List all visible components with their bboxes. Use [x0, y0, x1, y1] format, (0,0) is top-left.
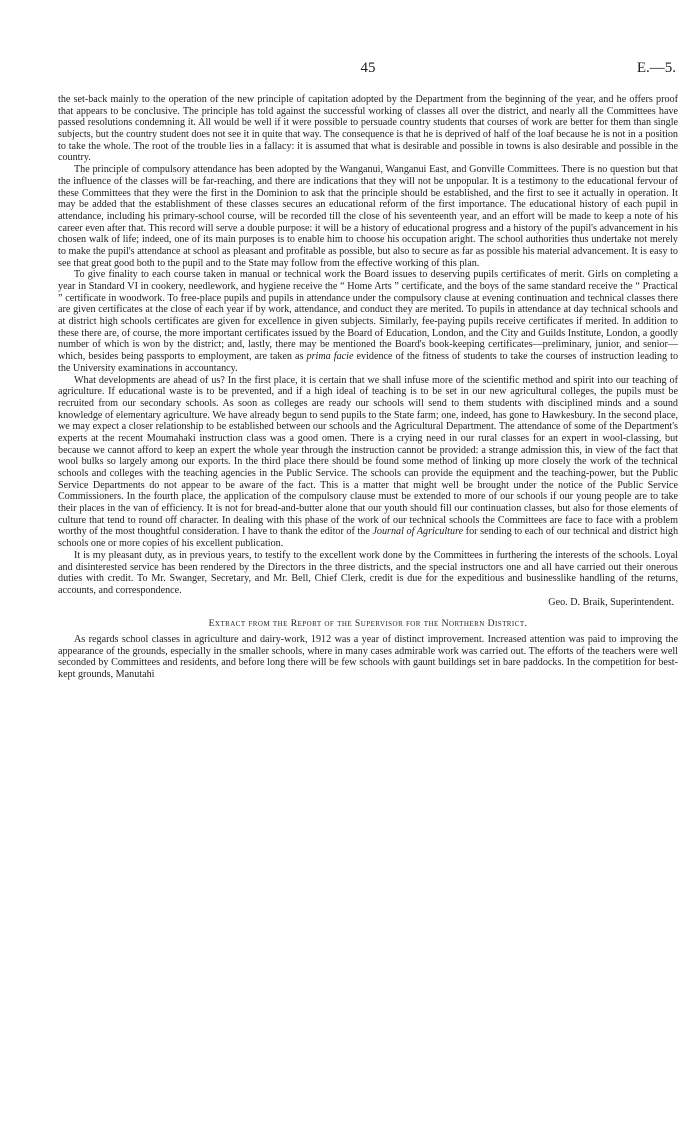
paragraph	[58, 269, 678, 374]
paragraph-text: To give finality to each course taken in manual or technical work the Board issues to deserving pupils certificates of merit. Girls on completing a year in Standard VI in cookery, needlework, and hygiene receive the “ Home Arts ” certificate, and the boys of the same standard receive the “ Practical ” certificate in woodwork. To free-place pupils and pupils in attendance under the compulsory clause at evening continuation and technical classes there are given certificates at the close of each year if by work, attendance, and conduct they are merited. To pupils in attendance at day technical schools and at district high schools certificates are given for excellence in given subjects. Similarly, fee-paying pupils receive certificates if merited. In addition to these there are, of course, the more important certificates issued by the Board of Education, London, and the City and Guilds Institute, London, a goodly number of which is won by the district; and, lastly, there may be mentioned the Board's book-keeping certificates—preliminary, junior, and senior—which, besides being passports to employment, are taken as	[58, 269, 678, 363]
paragraph-text: evidence of the fitness of students to take the courses of instruction leading to the University examinations in accountancy.	[58, 351, 679, 374]
italic-phrase: prima facie	[306, 351, 354, 363]
paragraph	[58, 375, 678, 550]
paragraph: The principle of compulsory attendance has been adopted by the Wanganui, Wanganui East, and Gonville Committees. There is no question but that the influence of the classes will be far-reaching, and there are indications that they will not be unpopular. It is a testimony to the educational fervour of these Committees that they were the first in the Dominion to ask that the principle should be established, and the first to see it actually in operation. It may be added that the establishment of these classes secures an educational reform of the first importance. The educational history of each pupil in attendance, including his primary-school course, will be recorded till the close of his seventeenth year, and an effort will be made to keep a note of his career even after that. This record will serve a double purpose: it will be a history of educational progress and a history of the pupil's advancement in his chosen walk of life; indeed, one of its main purposes is to enable him to choose his occupation aright. The school authorities thus undertake not merely to make the pupil's attendance at school as pleasant and profitable as possible, but also to secure as far as possible his material advancement. It is easy to see that great good both to the pupil and to the State may follow from the effective working of this plan.	[58, 164, 678, 269]
document-reference: E.—5.	[636, 60, 676, 76]
paragraph-text: What developments are ahead of us? In the first place, it is certain that we shall infuse more of the scientific method and spirit into our teaching of agriculture. If educational waste is to be prevented, and if a high ideal of teaching is to be set in our new agricultural colleges, the pupils must be recruited from our secondary schools. As soon as colleges are ready our schools will send to them students with disciplined minds and a sound knowledge of elementary agriculture. We have already begun to send pupils to the State farm; one, indeed, has gone to Hawkesbury. In the second place, we may expect a closer relationship to be established between our schools and the Agricultural Department. The attendance of some of the Department's experts at the recent Moumahaki instruction class was a good omen. There is a crying need in our rural classes for an expert in wool-classing, but because we cannot afford to keep an expert the whole year through the instruction cannot be provided: a strange admission this, in view of the fact that wool bulks so largely among our exports. In the third place there should be found some method of linking up more closely the work of the technical schools and colleges with the teaching agencies in the Public Service. The schools can provide the equipment and the teaching-power, but the Public Service Departments do not appear to be aware of the fact. This is a matter that might well be brought under the notice of the Public Service Commissioners. In the fourth place, the application of the compulsory clause must be extended to more of our schools if our young people are to take their places in the van of efficiency. It is not for bread-and-butter alone that our youth should fill our continuation classes, but also for those elements of culture that tend to round off character. In dealing with this phase of the work of our technical schools the Committees are face to face with a problem worthy of the most thoughtful consideration. I have to thank the editor of the	[58, 374, 678, 538]
page-header	[58, 56, 678, 78]
paragraph: It is my pleasant duty, as in previous years, to testify to the excellent work done by the Committees in furthering the interests of the schools. Loyal and disinterested service has been rendered by the Directors in the three districts, and the special instructors one and all have carried out their onerous duties with credit. To Mr. Swanger, Secretary, and Mr. Bell, Chief Clerk, credit is due for the expeditious and businesslike handling of the returns, accounts, and correspondence.	[58, 549, 678, 596]
document-page	[58, 56, 678, 681]
document-body	[58, 94, 678, 681]
italic-phrase: Journal of Agriculture	[372, 526, 464, 538]
signature: Geo. D. Braik, Superintendent.	[548, 596, 674, 608]
page-number: 45	[360, 60, 376, 76]
paragraph-text: for sending to each of our technical and district high schools one or more copies of his excellent publication.	[58, 526, 679, 550]
paragraph: the set-back mainly to the operation of the new principle of capitation adopted by the Department from the beginning of the year, and he offers proof that appears to be conclusive. The principle has told against the successful working of classes all over the district, and nearly all the Committees have passed resolutions condemning it. All would be well if it were possible to persuade country students that courses of work are better for them than single subjects, but the country student does not see it in quite that way. The consequence is that he is deprived of half of the loaf because he is not in a position to take the whole. The root of the trouble lies in a fallacy: it is assumed that what is desirable and possible in towns is also desirable and possible in the country.	[58, 94, 678, 164]
paragraph: As regards school classes in agriculture and dairy-work, 1912 was a year of distinct improvement. Increased attention was paid to improving the appearance of the grounds, especially in the smaller schools, where in many cases admirable work was carried out. The efforts of the teachers were well seconded by Committees and residents, and before long there will be few schools with gaunt buildings set in bare paddocks. In the competition for best-kept grounds, Manutahi	[58, 633, 678, 680]
section-heading: Extract from the Report of the Supervisor for the Northern District.	[208, 618, 528, 630]
